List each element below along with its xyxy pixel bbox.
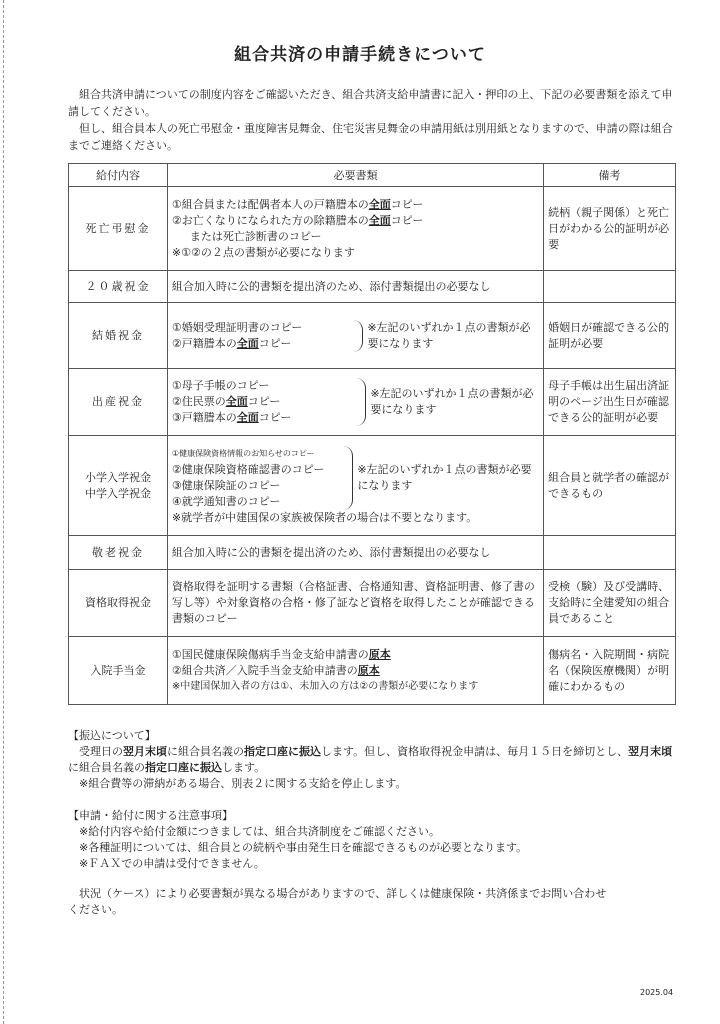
remarks-cell: 受検（験）及び受講時、支給時に全建愛知の組合員であること	[544, 570, 676, 637]
transfer-note: ※組合費等の滞納がある場合、別表２に関する支給を停止します。	[79, 777, 407, 790]
remarks-cell	[544, 536, 676, 570]
required-documents-table	[68, 163, 676, 705]
doc-line: ②戸籍謄本の全面コピー	[171, 336, 292, 350]
benefit-cell: 死亡弔慰金	[69, 187, 168, 271]
page-title: 組合共済の申請手続きについて	[234, 45, 486, 65]
table-header-row	[69, 164, 676, 187]
doc-line: ①国民健康保険傷病手当金支給申請書の原本	[171, 647, 391, 661]
document-date: 2025.04	[640, 988, 674, 997]
doc-line: ④就学通知書のコピー	[171, 494, 281, 508]
brace-note: ※左記のいずれか１点の書類が必要になります	[367, 320, 531, 350]
documents-cell: 組合加入時に公的書類を提出済のため、添付書類提出の必要なし	[167, 271, 543, 303]
benefit-cell: 入院手当金	[69, 637, 168, 705]
documents-cell	[167, 187, 543, 271]
notice-item: ※ＦＡＸでの申請は受付できません。	[79, 857, 265, 870]
notice-heading: 【申請・給付に関する注意事項】	[68, 809, 233, 822]
doc-line: ②健康保険資格確認書のコピー	[171, 462, 325, 476]
documents-cell	[167, 637, 543, 705]
doc-line: ①婚姻受理証明書のコピー	[171, 320, 303, 334]
doc-line: ②住民票の全面コピー	[171, 395, 281, 408]
doc-line: ①組合員または配偶者本人の戸籍謄本の全面コピー	[171, 197, 424, 211]
benefit-cell: ２０歳祝金	[69, 271, 168, 303]
table-row	[69, 536, 676, 570]
documents-cell: 組合加入時に公的書類を提出済のため、添付書類提出の必要なし	[167, 536, 543, 570]
benefit-cell: 敬老祝金	[69, 536, 168, 570]
documents-cell	[167, 303, 543, 369]
table-row	[69, 570, 676, 637]
benefit-cell: 出産祝金	[69, 369, 168, 436]
documents-cell: 資格取得を証明する書類（合格証書、合格通知書、資格証明書、修了書の写し等）や対象資格の合格・修了証など資格を取得したことが確認できる書類のコピー	[167, 570, 543, 637]
benefit-cell	[69, 436, 168, 536]
brace-note: ※左記のいずれか１点の書類が必要になります	[370, 387, 534, 416]
doc-line: ②お亡くなりになられた方の除籍謄本の全面コピー	[171, 213, 424, 227]
header-benefit: 給付内容	[69, 164, 168, 187]
brace-mark	[348, 320, 363, 352]
remarks-cell: 婚姻日が確認できる公的証明が必要	[544, 303, 676, 369]
doc-list	[172, 446, 324, 510]
doc-line: ①健康保険資格情報のお知らせのコピー	[171, 448, 315, 458]
header-remarks: 備考	[544, 164, 676, 187]
intro-paragraph-2: 但し、組合員本人の死亡弔慰金・重度障害見舞金、住宅災害見舞金の申請用紙は別用紙となりますので、申請の際は組合までご連絡ください。	[68, 122, 673, 152]
header-documents: 必要書類	[167, 164, 543, 187]
remarks-cell: 母子手帳は出生届出済証明のページ出生日が確認できる公的証明が必要	[544, 369, 676, 436]
doc-line: ※中建国保加入者の方は①、未加入の方は②の書類が必要になります	[171, 680, 479, 692]
table-row	[69, 187, 676, 271]
benefit-label: 小学入学祝金	[84, 470, 151, 484]
brace-mark	[338, 446, 353, 510]
documents-cell	[167, 369, 543, 436]
remarks-cell	[544, 271, 676, 303]
intro-paragraph-1: 組合共済申請についての制度内容をご確認いただき、組合共済支給申請書に記入・押印の上、下記の必要書類を添えて申請してください。	[68, 88, 673, 118]
brace-mark	[351, 378, 366, 426]
doc-line: ③戸籍謄本の全面コピー	[171, 411, 292, 424]
doc-line: ※就学者が中建国保の家族被保険者の場合は不要となります。	[171, 510, 478, 524]
doc-line: ②組合共済／入院手当金支給申請書の原本	[171, 663, 380, 677]
benefit-cell: 結婚祝金	[69, 303, 168, 369]
table-row	[69, 271, 676, 303]
doc-line: ③健康保険証のコピー	[171, 478, 281, 492]
benefit-label: 中学入学祝金	[84, 486, 151, 500]
doc-line: または死亡診断書のコピー	[189, 229, 322, 243]
benefit-cell: 資格取得祝金	[69, 570, 168, 637]
table-row	[69, 303, 676, 369]
transfer-heading: 【振込について】	[68, 729, 156, 742]
intro-text	[68, 86, 678, 154]
notice-item: ※給付内容や給付金額につきましては、組合共済制度をご確認ください。	[79, 825, 440, 838]
remarks-cell: 組合員と就学者の確認ができるもの	[544, 436, 676, 536]
doc-list	[172, 320, 302, 352]
remarks-cell: 傷病名・入院期間・病院名（保険医療機関）が明確にわかるもの	[544, 637, 676, 705]
brace-note: ※左記のいずれか１点の書類が必要になります	[357, 462, 532, 492]
doc-line: ①母子手帳のコピー	[171, 379, 270, 392]
doc-line: ※①②の２点の書類が必要になります	[171, 245, 355, 259]
closing-section	[68, 886, 608, 918]
documents-cell	[167, 436, 543, 536]
transfer-section	[68, 728, 683, 792]
transfer-paragraph: 受理日の翌月末頃に組合員名義の指定口座に振込します。但し、資格取得祝金申請は、毎月１５日を締切とし、翌月末頃に組合員名義の指定口座に振込します。	[68, 745, 673, 774]
closing-text: 状況（ケース）により必要書類が異なる場合がありますので、詳しくは健康保険・共済係までお問い合わせください。	[68, 887, 607, 916]
table-row	[69, 436, 676, 536]
remarks-cell: 続柄（親子関係）と死亡日がわかる公的証明が必要	[544, 187, 676, 271]
table-row	[69, 637, 676, 705]
table-row	[69, 369, 676, 436]
notice-item: ※各種証明については、組合員との続柄や事由発生日を確認できるものが必要となります。	[79, 841, 528, 854]
notice-section	[68, 808, 683, 872]
doc-list	[172, 378, 291, 426]
